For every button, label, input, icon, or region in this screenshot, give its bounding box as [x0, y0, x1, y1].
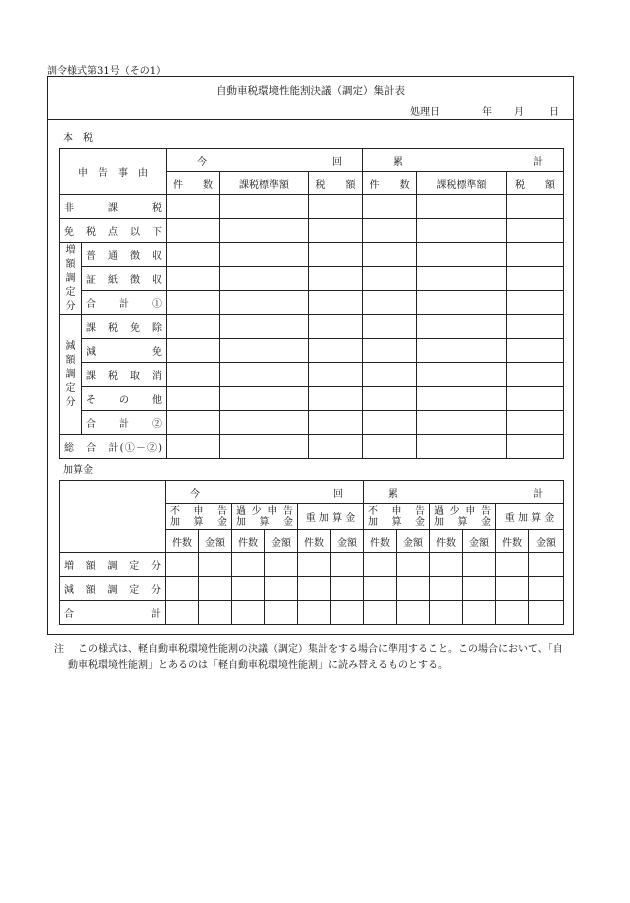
date-year: 年	[482, 107, 492, 118]
sub-count: 件 数	[363, 172, 417, 195]
kasankin-table	[59, 480, 564, 625]
sub-kensu: 件数	[298, 530, 331, 553]
row-kazei-menjo: 課 税 免 除	[82, 315, 167, 339]
row-kasankin-gokei: 合 計	[60, 601, 166, 625]
row-gokei1: 合 計 ①	[82, 291, 167, 315]
header-divider	[48, 119, 573, 120]
kasankin-section-label: 加算金	[63, 465, 93, 476]
fushinkoku-kasankin: 不 申 告 加 算 金	[166, 504, 232, 530]
sub-kingaku: 金額	[529, 530, 564, 553]
sub-tax: 税 額	[507, 172, 564, 195]
honzei-table	[59, 148, 564, 459]
row-futsu: 普 通 徴 収	[82, 243, 167, 267]
sub-kingaku: 金額	[265, 530, 298, 553]
row-hikazei: 非 課 税	[60, 195, 167, 219]
note-mark: 注	[54, 644, 64, 655]
sub-kingaku: 金額	[463, 530, 496, 553]
kasho-shinkoku-kasankin: 過 少 申 告 加 算 金	[232, 504, 298, 530]
kasankin-header-current: 今 回	[166, 481, 364, 504]
sub-kensu: 件数	[430, 530, 463, 553]
note-line-2: 動車税環境性能割」とあるのは「軽自動車税環境性能割」に読み替えるものとする。	[68, 660, 448, 671]
row-gokei2: 合 計 ②	[82, 411, 167, 435]
sub-count: 件 数	[167, 172, 220, 195]
honzei-section-label: 本 税	[63, 133, 93, 144]
kasankin-header-cumulative: 累 計	[364, 481, 564, 504]
processing-date	[410, 103, 560, 117]
note-line-1: この様式は、軽自動車税環境性能割の決議（調定）集計をする場合に準用すること。この場合において、「自	[78, 644, 563, 655]
sub-kingaku: 金額	[331, 530, 364, 553]
sub-kensu: 件数	[364, 530, 397, 553]
sub-tax-base: 課税標準額	[220, 172, 309, 195]
form-title: 自動車税環境性能割決議（調定）集計表	[216, 85, 405, 97]
row-kazei-torikeshi: 課 税 取 消	[82, 363, 167, 387]
group-gengaku: 減 額 調 定 分	[60, 315, 82, 435]
sub-kensu: 件数	[496, 530, 529, 553]
row-shoshi: 証 紙 徴 収	[82, 267, 167, 291]
row-genmen: 減 免	[82, 339, 167, 363]
kasankin-header-blank	[60, 481, 166, 553]
fushinkoku-kasankin: 不 申 告 加 算 金	[364, 504, 430, 530]
row-sougokei: 総 合 計(①－②)	[60, 435, 167, 459]
header-current: 今 回	[167, 149, 363, 172]
row-zougaku-chotei: 増 額 調 定 分	[60, 553, 166, 577]
sub-kensu: 件数	[232, 530, 265, 553]
juka-sankin: 重 加 算 金	[496, 504, 564, 530]
header-cumulative: 累 計	[363, 149, 564, 172]
date-month: 月	[514, 107, 524, 118]
row-menzei: 免 税 点 以 下	[60, 219, 167, 243]
header-reason: 申 告 事 由	[60, 149, 167, 195]
sub-kingaku: 金額	[199, 530, 232, 553]
date-label: 処理日	[410, 107, 440, 118]
row-gengaku-chotei: 減 額 調 定 分	[60, 577, 166, 601]
kasho-shinkoku-kasankin: 過 少 申 告 加 算 金	[430, 504, 496, 530]
juka-sankin: 重 加 算 金	[298, 504, 364, 530]
sub-kensu: 件数	[166, 530, 199, 553]
sub-tax: 税 額	[309, 172, 363, 195]
group-zougaku: 増 額 調 定 分	[60, 243, 82, 315]
row-sonota: そ の 他	[82, 387, 167, 411]
sub-kingaku: 金額	[397, 530, 430, 553]
form-number: 訓令様式第31号（その1）	[47, 66, 167, 77]
date-day: 日	[549, 107, 559, 118]
sub-tax-base: 課税標準額	[417, 172, 507, 195]
